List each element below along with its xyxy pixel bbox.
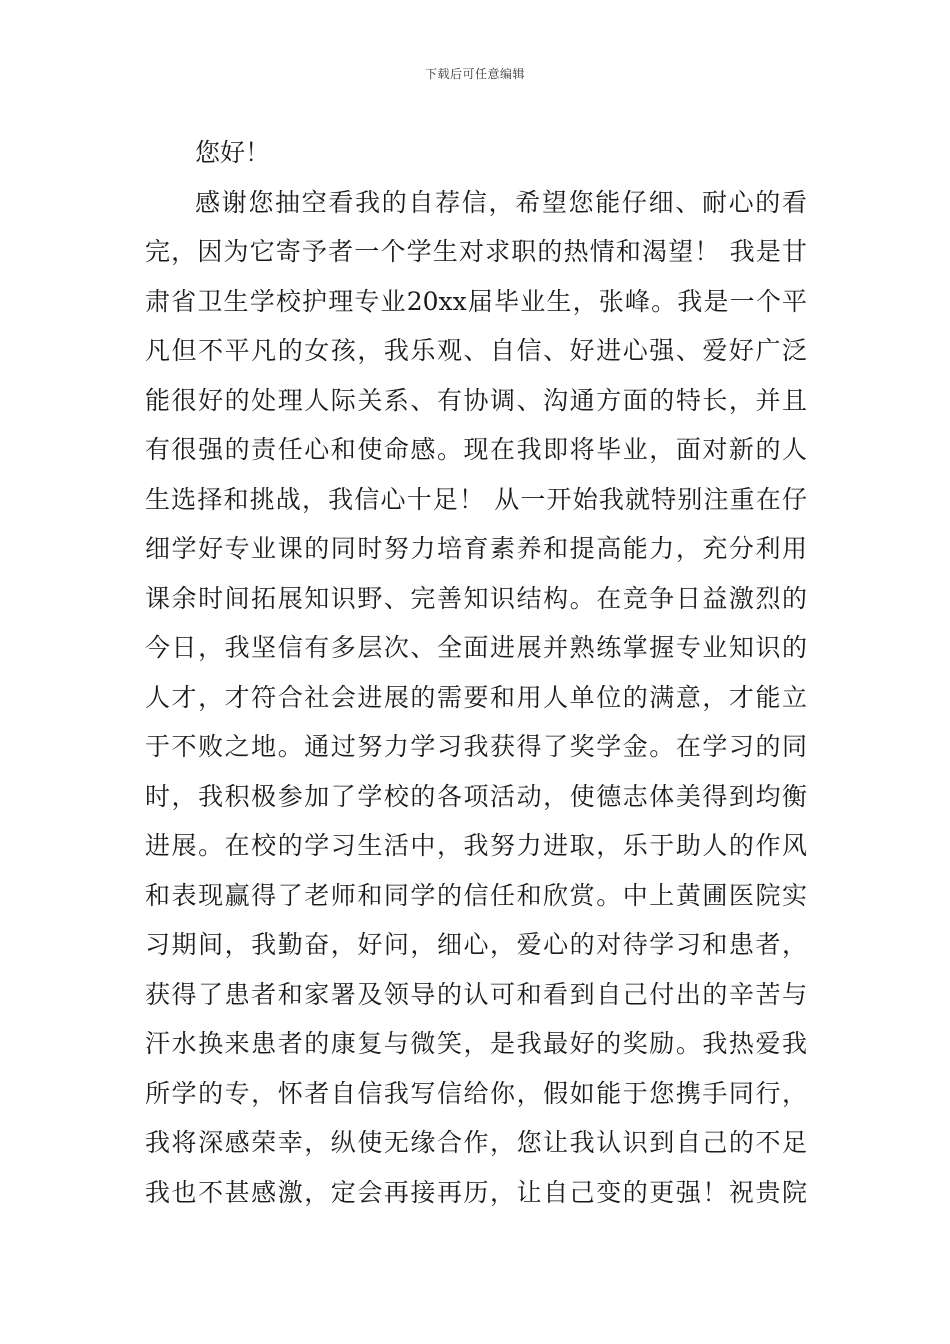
text-line-9: 课余时间拓展知识野、完善知识结构。在竞争日益激烈的	[145, 583, 807, 613]
text-line-3: 肃省卫生学校护理专业20xx届毕业生，张峰。我是一个平	[145, 286, 807, 316]
text-line-13: 时，我积极参加了学校的各项活动，使德志体美得到均衡	[145, 781, 807, 811]
text-line-15: 和表现赢得了老师和同学的信任和欣赏。中上黄圃医院实	[145, 880, 807, 910]
letter-body	[145, 128, 807, 1217]
text-line-17: 获得了患者和家署及领导的认可和看到自己付出的辛苦与	[145, 979, 807, 1009]
text-line-4: 凡但不平凡的女孩，我乐观、自信、好进心强、爱好广泛	[145, 336, 807, 365]
header-note: 下载后可任意编辑	[424, 67, 525, 81]
text-line-2: 完，因为它寄予者一个学生对求职的热情和渴望！ 我是甘	[145, 237, 807, 266]
text-line-20: 我将深感荣幸，纵使无缘合作，您让我认识到自己的不足	[145, 1128, 807, 1157]
greeting-line: 您好！	[195, 138, 271, 167]
text-line-7: 生选择和挑战，我信心十足！ 从一开始我就特别注重在仔	[145, 484, 807, 514]
text-line-5: 能很好的处理人际关系、有协调、沟通方面的特长，并且	[145, 385, 807, 415]
text-line-19: 所学的专，怀者自信我写信给你，假如能于您携手同行，	[145, 1078, 807, 1108]
text-line-14: 进展。在校的学习生活中，我努力进取，乐于助人的作风	[145, 831, 807, 860]
text-line-10: 今日，我坚信有多层次、全面进展并熟练掌握专业知识的	[145, 633, 807, 662]
text-line-8: 细学好专业课的同时努力培育素养和提高能力，充分利用	[145, 534, 807, 563]
text-line-1: 感谢您抽空看我的自荐信，希望您能仔细、耐心的看	[195, 187, 807, 217]
text-line-16: 习期间，我勤奋，好问，细心，爱心的对待学习和患者，	[145, 930, 807, 959]
text-line-18: 汗水换来患者的康复与微笑，是我最好的奖励。我热爱我	[145, 1029, 807, 1058]
text-line-6: 有很强的责任心和使命感。现在我即将毕业，面对新的人	[145, 435, 807, 464]
text-line-11: 人才，才符合社会进展的需要和用人单位的满意，才能立	[145, 682, 807, 712]
text-line-21: 我也不甚感激，定会再接再历，让自己变的更强！祝贵院	[145, 1177, 807, 1207]
text-line-12: 于不败之地。通过努力学习我获得了奖学金。在学习的同	[145, 732, 807, 761]
